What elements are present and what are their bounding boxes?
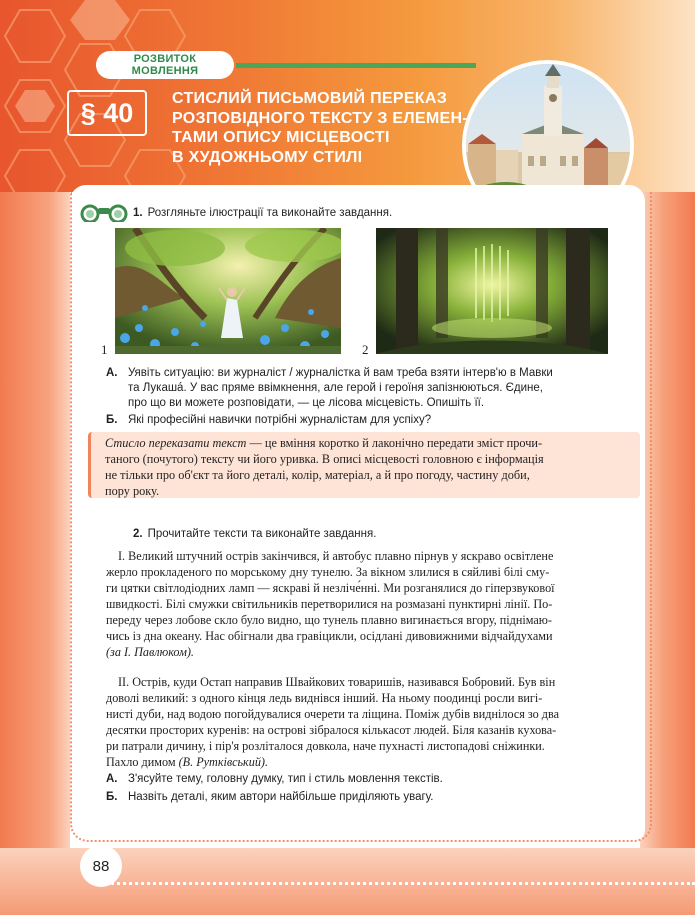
task2-option-b-letter: Б. [106, 791, 118, 803]
definition-term: Стисло переказати текст [105, 436, 247, 450]
chapter-title [172, 89, 472, 167]
task2-option-a-text: З'ясуйте тему, головну думку, тип і стиль мовлення текстів. [128, 773, 443, 785]
chapter-header [0, 0, 695, 192]
bottom-dotted-line [100, 882, 695, 886]
task1-heading [133, 207, 392, 219]
text2-line: нисті дуби, над водою погойдувалися очерети та ліщина. Поміж дубів виднілося зо два [106, 707, 560, 721]
definition-line: таного (почутого) тексту чи його уривка. В описі місцевості головною є інформація [105, 452, 544, 466]
chapter-title-line: ТАМИ ОПИСУ МІСЦЕВОСТІ [172, 129, 390, 146]
task2-option-a-letter: А. [106, 773, 118, 785]
text2-line: Пахло димом [106, 755, 176, 769]
text1-line: ги цятки світлодіодних ламп — яскраві й незліче́нні. Ми розганялися до гіперзвукової [106, 581, 555, 595]
illustration-forest-mavka [115, 228, 341, 354]
text2-line: ІІ. Острів, куди Остап направив Швайкових товаришів, називався Бобровий. Був він [118, 675, 556, 689]
definition-line: пору року. [105, 484, 160, 498]
text2 [106, 674, 634, 690]
text1-line: переду через лобове скло було видно, що тунель плавно вигинається вгору, піднімаю- [106, 613, 552, 627]
task1-option-a-line: Уявіть ситуацію: ви журналіст / журналістка й вам треба взяти інтерв'ю в Мавки [128, 367, 553, 379]
task1-option-a-line: про що ви можете розповідати, — це лісова місцевість. Опишіть її. [128, 397, 485, 409]
text2-line: доволі великий: з одного кінця ледь виднівся інший. На ньому поодинці росли вигі- [106, 691, 543, 705]
illustration2-number: 2 [362, 342, 369, 357]
text2-line: ри патрали дичину, і пір'я розліталося довкола, наче пухнасті листопадові сніжинки. [106, 739, 545, 753]
page-number-badge [80, 845, 122, 887]
text1-line: І. Великий штучний острів закінчився, й автобус плавно пірнув у яскраво освітлене [118, 549, 554, 563]
task1-option-a-line: та Лукашá. У вас пряме ввімкнення, але герой і героїня запізнюються. Єдине, [128, 382, 543, 394]
definition-line: не тільки про об'єкт та його деталі, колір, матеріал, а й про погоду, частину доби, [105, 468, 530, 482]
task1-option-b-text: Які професійні навички потрібні журналістам для успіху? [128, 414, 432, 426]
text2-cont [106, 690, 634, 770]
task1-number: 1. [133, 207, 143, 219]
task1-instruction: Розгляньте ілюстрації та виконайте завдання. [147, 207, 393, 219]
section-badge [96, 51, 234, 79]
task1-option-a [106, 366, 626, 411]
task2-heading [133, 528, 376, 540]
text1-line: швидкості. Білі смужки світильників перетворилися на розмазані пунктирні лінії. По- [106, 597, 553, 611]
left-decorative-band [0, 192, 70, 915]
city-town-hall-photo [462, 60, 634, 192]
task1-option-a-letter: А. [106, 367, 118, 379]
paragraph-number: § 40 [80, 97, 134, 128]
text1-line: чись із дна океану. Нас обігнали два гравіцикли, осідлані дивовижними відчайдухами [106, 629, 553, 643]
task2-option-a [106, 772, 626, 787]
illustration-magic-waterfall-forest [376, 228, 608, 354]
definition-line: — це вміння коротко й лаконічно передати зміст прочи- [246, 436, 543, 450]
text2-source: (В. Рутківський). [178, 755, 269, 769]
definition-box [88, 432, 640, 498]
paragraph-number-box [67, 90, 147, 136]
task2-number: 2. [133, 528, 143, 540]
chapter-title-line: В ХУДОЖНЬОМУ СТИЛІ [172, 148, 363, 166]
illustration1-number: 1 [101, 342, 108, 357]
task1-option-b-letter: Б. [106, 414, 118, 426]
binoculars-icon [80, 204, 128, 222]
text1-source: (за І. Павлюком). [106, 645, 194, 659]
text1-cont [106, 564, 634, 660]
header-divider-line [236, 63, 476, 68]
task2-option-b-text: Назвіть деталі, яким автори найбільше приділяють увагу. [128, 791, 434, 803]
page-number: 88 [92, 857, 110, 875]
task2-instruction: Прочитайте тексти та виконайте завдання. [147, 528, 377, 540]
task1-option-b [106, 413, 626, 428]
section-badge-line1: РОЗВИТОК [133, 53, 197, 65]
text2-line: десятки просторих куренів: на острові зібралося кількасот людей. Біля казанів кухова- [106, 723, 557, 737]
section-badge-line2: МОВЛЕННЯ [131, 65, 199, 77]
chapter-title-line: СТИСЛИЙ ПИСЬМОВИЙ ПЕРЕКАЗ [172, 90, 448, 107]
text1 [106, 548, 634, 564]
task2-option-b [106, 790, 626, 805]
text1-line: жерло прокладеного по морському дну тунелю. За вікном злилися в сяйливі білі сму- [106, 565, 550, 579]
chapter-title-line: РОЗПОВІДНОГО ТЕКСТУ З ЕЛЕМЕН- [172, 109, 468, 127]
